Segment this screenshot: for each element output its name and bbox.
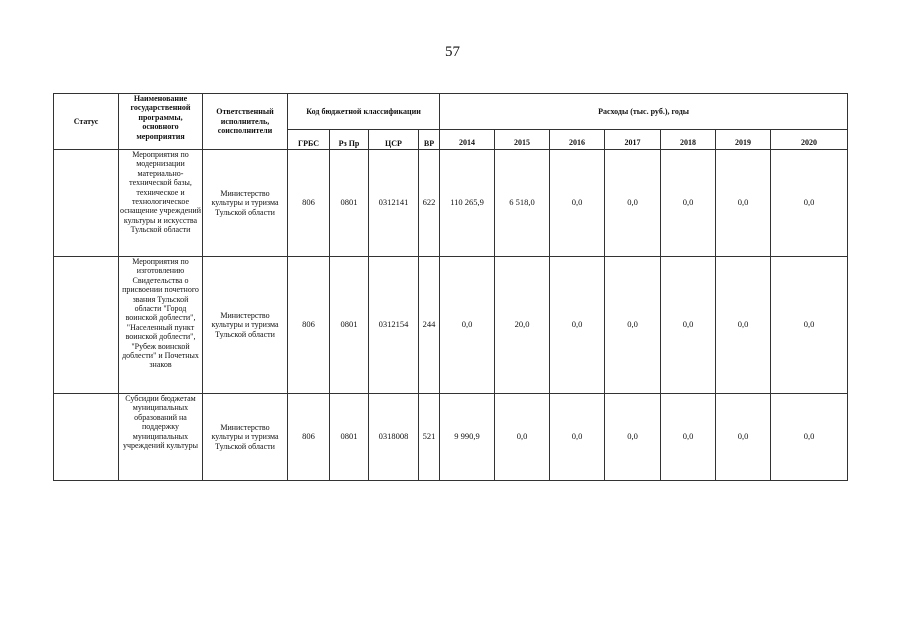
- header-budget-code: Код бюджетной классификации: [288, 94, 440, 130]
- cell-value-2019: 0,0: [716, 150, 771, 257]
- cell-vr: 244: [419, 257, 440, 394]
- budget-table: [53, 93, 848, 481]
- header-year-2019: 2019: [716, 130, 771, 150]
- cell-responsible: Министерство культуры и туризма Тульской области: [203, 394, 288, 481]
- cell-value-2017: 0,0: [605, 394, 661, 481]
- cell-grbs: 806: [288, 257, 330, 394]
- cell-rzpr: 0801: [330, 394, 369, 481]
- cell-status: [54, 257, 119, 394]
- cell-csr: 0318008: [369, 394, 419, 481]
- header-grbs: ГРБС: [288, 130, 330, 150]
- cell-value-2016: 0,0: [550, 150, 605, 257]
- cell-value-2017: 0,0: [605, 257, 661, 394]
- cell-csr: 0312154: [369, 257, 419, 394]
- cell-value-2016: 0,0: [550, 394, 605, 481]
- cell-name: Мероприятия по модернизации материально-технической базы, техническое и технологическое оснащение учреждений культуры и искусства Тульской области: [119, 150, 203, 257]
- cell-responsible: Министерство культуры и туризма Тульской области: [203, 257, 288, 394]
- header-vr: ВР: [419, 130, 440, 150]
- header-responsible: Ответственный исполнитель, соисполнители: [203, 94, 288, 150]
- cell-value-2018: 0,0: [661, 394, 716, 481]
- cell-vr: 622: [419, 150, 440, 257]
- table-row: [54, 394, 848, 481]
- cell-status: [54, 394, 119, 481]
- header-csr: ЦСР: [369, 130, 419, 150]
- table-row: [54, 257, 848, 394]
- header-status: Статус: [54, 94, 119, 150]
- cell-value-2015: 20,0: [495, 257, 550, 394]
- cell-grbs: 806: [288, 150, 330, 257]
- cell-status: [54, 150, 119, 257]
- header-expenses: Расходы (тыс. руб.), годы: [440, 94, 848, 130]
- cell-value-2018: 0,0: [661, 150, 716, 257]
- cell-vr: 521: [419, 394, 440, 481]
- cell-value-2014: 9 990,9: [440, 394, 495, 481]
- header-year-2020: 2020: [771, 130, 848, 150]
- cell-name: Субсидии бюджетам муниципальных образований на поддержку муниципальных учреждений культуры: [119, 394, 203, 481]
- cell-value-2017: 0,0: [605, 150, 661, 257]
- cell-value-2020: 0,0: [771, 150, 848, 257]
- cell-value-2020: 0,0: [771, 257, 848, 394]
- cell-value-2018: 0,0: [661, 257, 716, 394]
- cell-value-2015: 6 518,0: [495, 150, 550, 257]
- header-rzpr: Рз Пр: [330, 130, 369, 150]
- cell-value-2015: 0,0: [495, 394, 550, 481]
- budget-table-container: [53, 93, 847, 480]
- cell-value-2020: 0,0: [771, 394, 848, 481]
- header-year-2016: 2016: [550, 130, 605, 150]
- cell-grbs: 806: [288, 394, 330, 481]
- table-row: [54, 150, 848, 257]
- header-year-2015: 2015: [495, 130, 550, 150]
- header-year-2014: 2014: [440, 130, 495, 150]
- cell-value-2019: 0,0: [716, 257, 771, 394]
- page-number: 57: [445, 44, 460, 60]
- cell-value-2019: 0,0: [716, 394, 771, 481]
- header-year-2018: 2018: [661, 130, 716, 150]
- cell-value-2014: 0,0: [440, 257, 495, 394]
- cell-value-2014: 110 265,9: [440, 150, 495, 257]
- cell-value-2016: 0,0: [550, 257, 605, 394]
- cell-rzpr: 0801: [330, 150, 369, 257]
- cell-rzpr: 0801: [330, 257, 369, 394]
- cell-name: Мероприятия по изготовлению Свидетельства о присвоении почетного звания Тульской области "Город воинской доблести", "Населенный пункт воинской доблести", "Рубеж воинской доблести" и Почетных знаков: [119, 257, 203, 394]
- header-year-2017: 2017: [605, 130, 661, 150]
- cell-csr: 0312141: [369, 150, 419, 257]
- cell-responsible: Министерство культуры и туризма Тульской области: [203, 150, 288, 257]
- header-name: Наименование государственной программы, основного мероприятия: [119, 94, 203, 150]
